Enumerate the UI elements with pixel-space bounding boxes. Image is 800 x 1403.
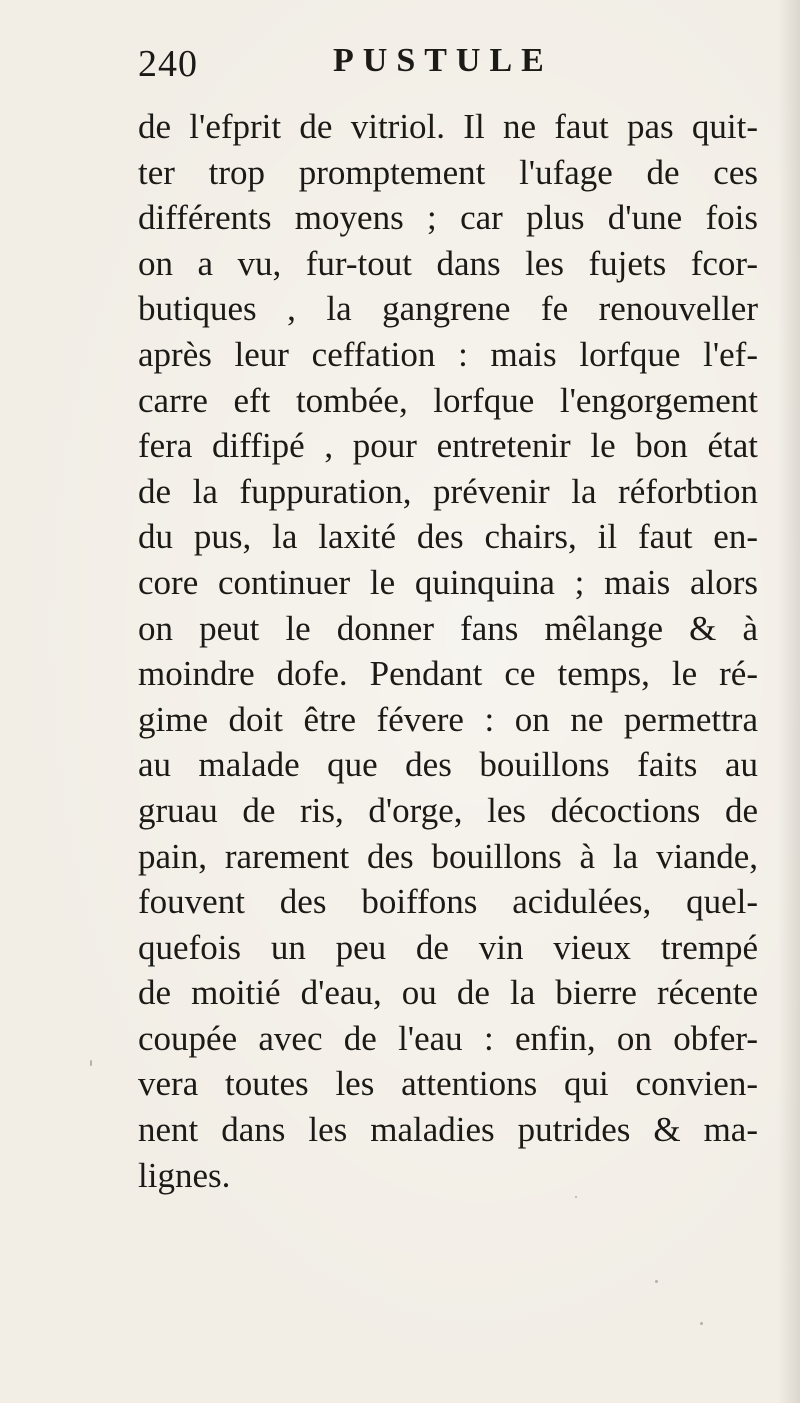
text-line: moindre dofe. Pendant ce temps, le ré- [138,654,758,694]
page-number: 240 [138,43,198,85]
text-line: carre eft tombée, lorfque l'engorgement [138,380,758,420]
text-line: de l'efprit de vitriol. Il ne faut pas quit- [138,107,758,146]
text-line: coupée avec de l'eau : enfin, on obfer- [138,1018,758,1058]
text-line: on peut le donner fans mêlange & à [138,608,758,648]
paper-speck [700,1322,703,1325]
text-line: vera toutes les attentions qui convien- [138,1064,758,1104]
text-line: du pus, la laxité des chairs, il faut en- [138,517,758,557]
running-head: PUSTULE [333,42,553,79]
text-line: après leur ceffation : mais lorfque l'ef- [138,334,758,374]
paper-speck [575,1196,577,1198]
page-edge-shadow [778,0,800,1403]
text-line-last: lignes. [138,1155,231,1195]
body-text [138,104,758,1198]
page-header [138,42,698,102]
text-line: fera diffipé , pour entretenir le bon état [138,426,758,466]
text-line: quefois un peu de vin vieux trempé [138,927,758,967]
text-line: de moitié d'eau, ou de la bierre récente [138,973,758,1013]
paper-speck [90,1060,92,1066]
text-line: ter trop promptement l'ufage de ces [138,152,758,192]
text-line: on a vu, fur-tout dans les fujets fcor- [138,243,758,283]
text-line: nent dans les maladies putrides & ma- [138,1110,758,1150]
text-line: gime doit être févere : on ne permettra [138,699,758,739]
paper-speck [655,1280,658,1283]
text-line: au malade que des bouillons faits au [138,745,758,785]
text-line: différents moyens ; car plus d'une fois [138,198,758,238]
text-line: de la fuppuration, prévenir la réforbtion [138,471,758,511]
text-line: fouvent des boiffons acidulées, quel- [138,882,758,922]
text-line: pain, rarement des bouillons à la viande, [138,836,758,876]
text-line: butiques , la gangrene fe renouveller [138,289,758,329]
text-line: gruau de ris, d'orge, les décoctions de [138,790,758,830]
text-line: core continuer le quinquina ; mais alors [138,562,758,602]
